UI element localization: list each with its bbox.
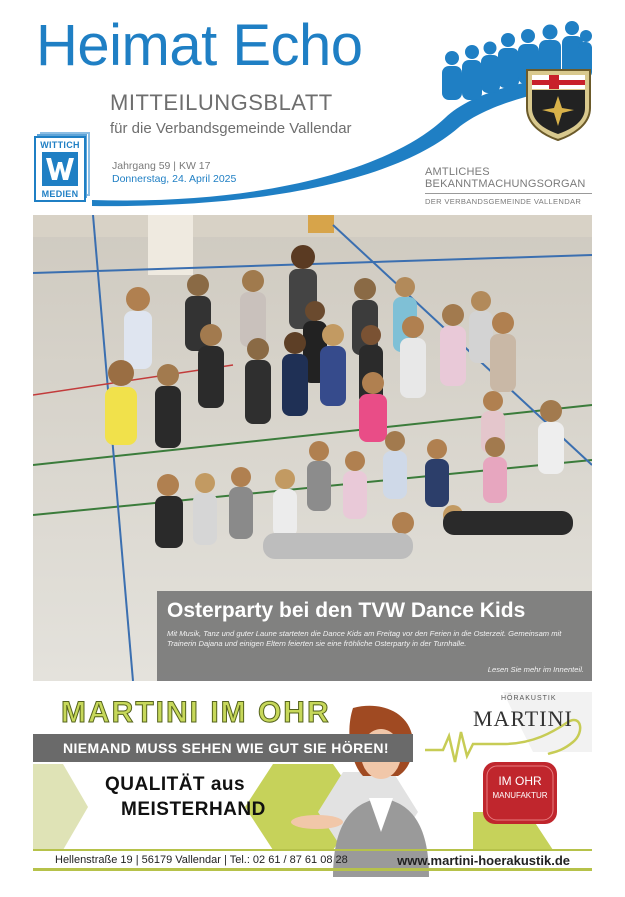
wittich-medien-logo (34, 136, 92, 204)
newspaper-title: Heimat Echo (36, 13, 363, 78)
divider (425, 193, 592, 194)
issue-date: Donnerstag, 24. April 2025 (112, 173, 237, 185)
cover-caption (157, 591, 592, 681)
issue-number: Jahrgang 59 | KW 17 (112, 160, 211, 172)
read-more-note: Lesen Sie mehr im Innenteil. (487, 665, 584, 674)
ad-logo-name: MARTINI (473, 706, 573, 731)
cover-teaser: Mit Musik, Tanz und guter Laune starteten die Dance Kids am Freitag vor den Ferien in die Osterzeit. Gemeinsam mit Trainerin Dajana und einigen Eltern feierten sie eine fröhliche Osterparty in der Turnhalle. (167, 629, 562, 648)
seal-text-1: IM OHR (498, 774, 542, 788)
publisher-w-mark (42, 152, 78, 186)
masthead (0, 0, 625, 210)
coat-of-arms-icon (527, 70, 590, 140)
ad-quality-line-1: QUALITÄT aus (105, 774, 246, 795)
ad-logo-tagline: HÖRAKUSTIK (501, 695, 557, 702)
publisher-name-bottom: MEDIEN (41, 189, 79, 199)
advertisement (33, 692, 592, 877)
ad-contact-bar (33, 849, 592, 871)
ad-website: www.martini-hoerakustik.de (397, 853, 570, 868)
ad-quality-line-2: MEISTERHAND (121, 799, 266, 820)
seal-text-2: MANUFAKTUR (492, 791, 548, 800)
official-line-2: BEKANNTMACHUNGSORGAN (425, 178, 586, 190)
official-line-1: AMTLICHES (425, 166, 490, 178)
publisher-name-top: WITTICH (40, 140, 80, 150)
newspaper-subline: für die Verbandsgemeinde Vallendar (110, 120, 352, 137)
official-organ-label (425, 166, 585, 190)
ad-address: Hellenstraße 19 | 56179 Vallendar | Tel.: 02 61 / 87 61 08 28 (55, 854, 348, 866)
newspaper-subtitle: MITTEILUNGSBLATT (110, 90, 333, 115)
official-organ-sub: DER VERBANDSGEMEINDE VALLENDAR (425, 197, 582, 206)
cover-headline: Osterparty bei den TVW Dance Kids (167, 599, 526, 622)
ad-brand-headline: MARTINI IM OHR (61, 696, 331, 729)
ad-slogan: NIEMAND MUSS SEHEN WIE GUT SIE HÖREN! (63, 740, 389, 756)
